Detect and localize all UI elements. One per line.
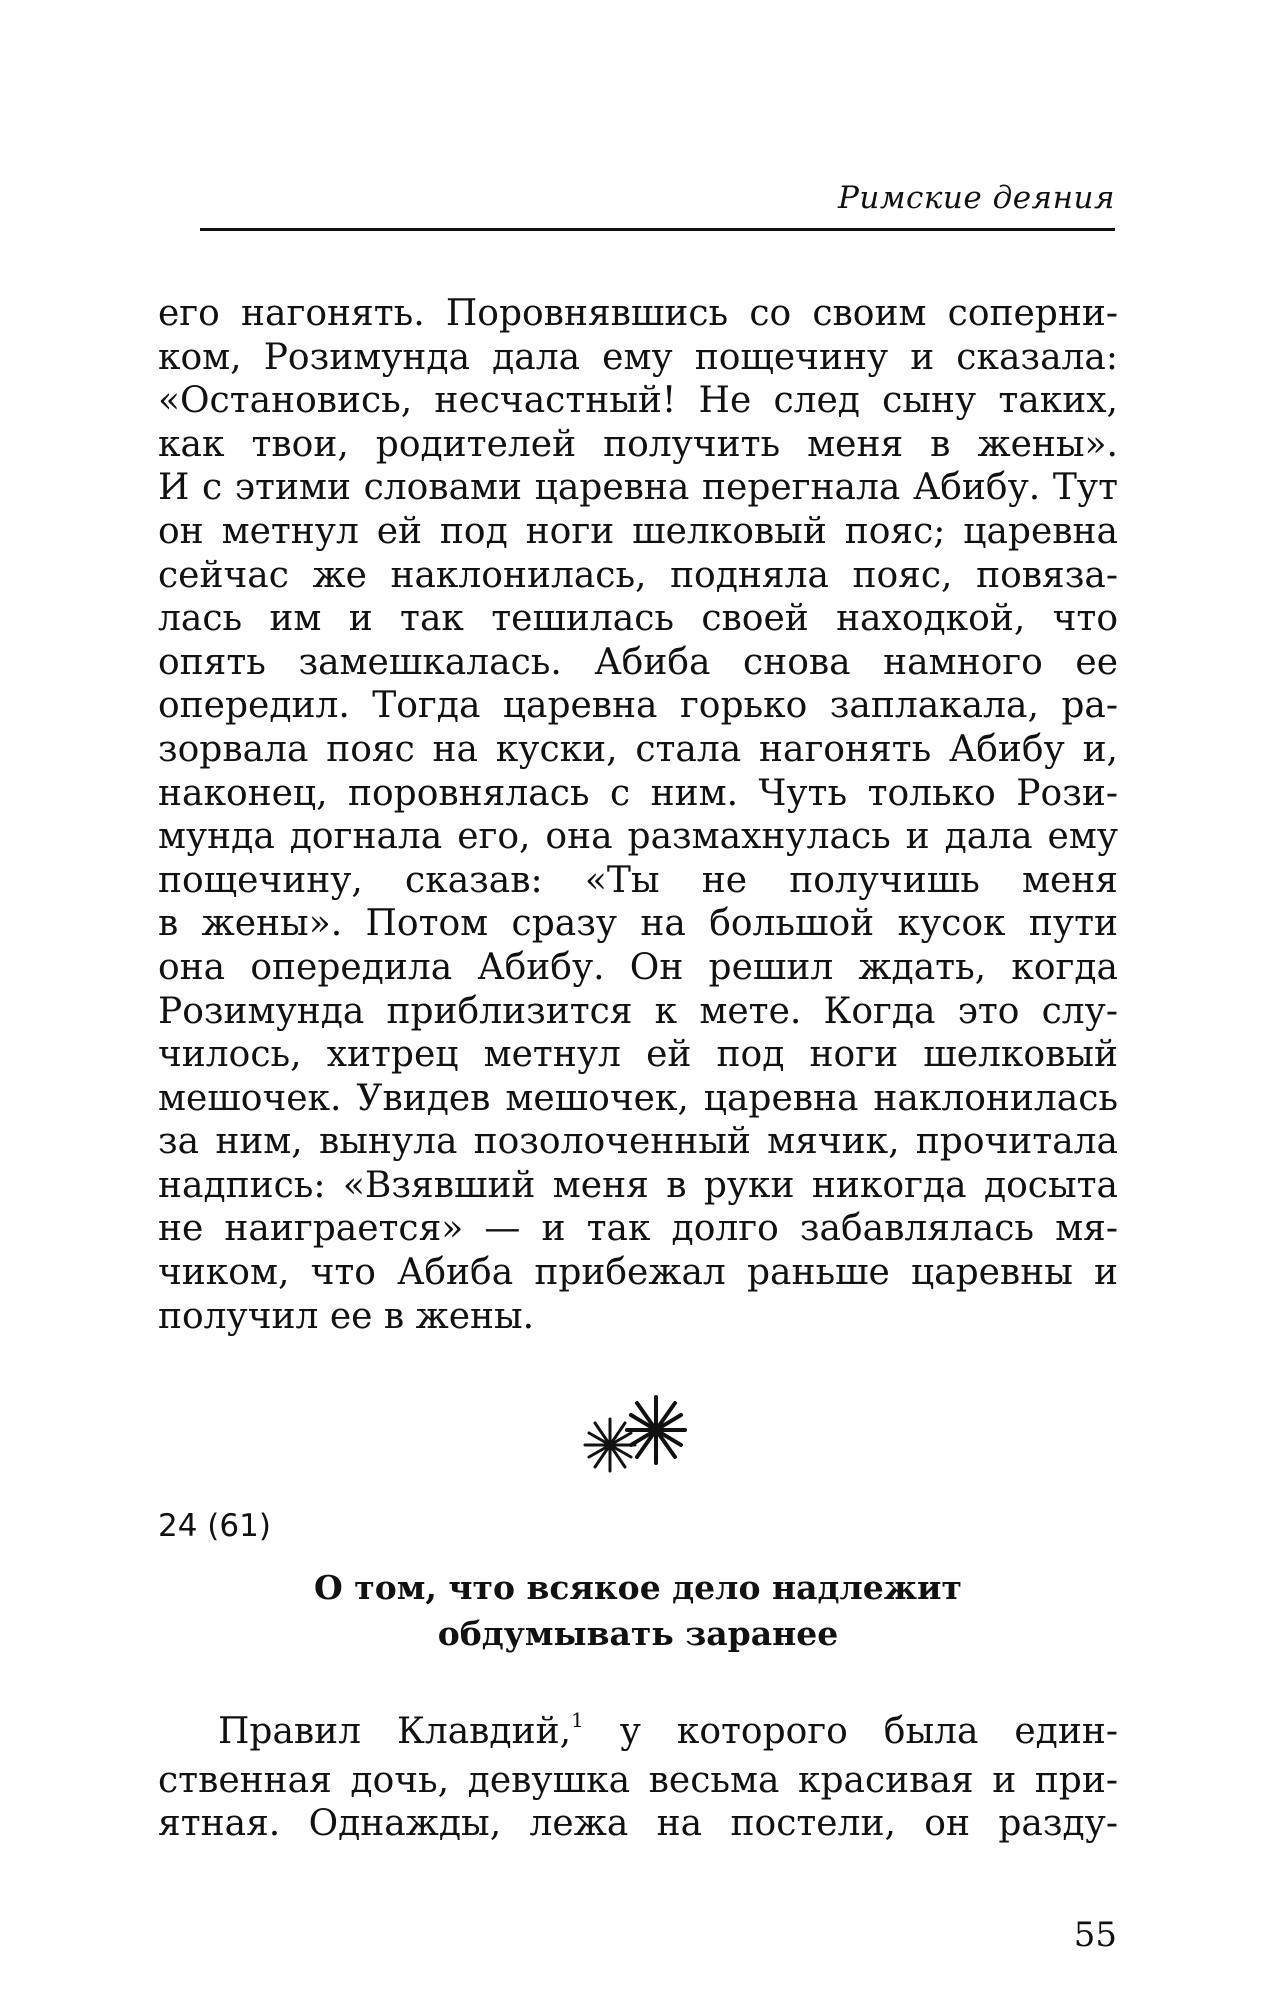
text-line: опять замешкалась. Абиба снова намного ее: [158, 641, 1118, 683]
text-line: лась им и так тешилась своей находкой, что: [158, 598, 1118, 640]
text-line: она опередила Абибу. Он решил ждать, когда: [158, 946, 1118, 988]
header-rule: [200, 228, 1115, 231]
text-line: Розимунда приблизится к мете. Когда это слу-: [158, 990, 1118, 1032]
text-line: за ним, вынула позолоченный мячик, прочитала: [158, 1121, 1118, 1163]
chapter-title-line: О том, что всякое дело надлежит: [314, 1568, 962, 1607]
star-ornament-icon: [567, 1395, 697, 1475]
text-line: «Остановись, несчастный! Не след сыну таких,: [158, 380, 1118, 422]
text-line: ственная дочь, девушка весьма красивая и при-: [158, 1759, 1118, 1801]
text-line: ком, Розимунда дала ему пощечину и сказала:: [158, 336, 1118, 378]
page-number: 55: [1073, 1915, 1117, 1955]
text-line: [158, 1710, 1118, 1759]
text-segment: у которого была един-: [583, 1711, 1118, 1752]
text-line: не наиграется» — и так долго забавлялась мя-: [158, 1208, 1118, 1250]
text-line: чилось, хитрец метнул ей под ноги шелковый: [158, 1034, 1118, 1076]
text-segment: Правил Клавдий,: [218, 1711, 572, 1752]
chapter-number: 24 (61): [158, 1508, 271, 1544]
text-line: надпись: «Взявший меня в руки никогда досыта: [158, 1164, 1118, 1206]
text-line: И с этими словами царевна перегнала Абибу. Тут: [158, 467, 1118, 509]
story-ending-paragraph: [158, 292, 1118, 1338]
text-line: пощечину, сказав: «Ты не получишь меня: [158, 859, 1118, 901]
text-line: сейчас же наклонилась, подняла пояс, повяза-: [158, 554, 1118, 596]
text-line: он метнул ей под ноги шелковый пояс; царевна: [158, 510, 1118, 552]
text-line: опередил. Тогда царевна горько заплакала, ра-: [158, 685, 1118, 727]
chapter-opening-paragraph: [158, 1710, 1118, 1846]
text-line: мунда догнала его, она размахнулась и дала ему: [158, 816, 1118, 858]
running-header: Римские деяния: [838, 180, 1115, 216]
text-line: мешочек. Увидев мешочек, царевна наклонилась: [158, 1077, 1118, 1119]
chapter-title: [158, 1565, 1118, 1657]
text-line: чиком, что Абиба прибежал раньше царевны и: [158, 1252, 1118, 1294]
text-line: как твои, родителей получить меня в жены».: [158, 423, 1118, 465]
text-line: наконец, поровнялась с ним. Чуть только Рози-: [158, 772, 1118, 814]
text-line: зорвала пояс на куски, стала нагонять Абибу и,: [158, 728, 1118, 770]
text-line: в жены». Потом сразу на большой кусок пути: [158, 903, 1118, 945]
text-line: ятная. Однажды, лежа на постели, он разду-: [158, 1803, 1118, 1845]
footnote-marker[interactable]: 1: [571, 1708, 584, 1732]
text-line: его нагонять. Поровнявшись со своим соперни-: [158, 293, 1118, 334]
chapter-title-line: обдумывать заранее: [437, 1614, 839, 1653]
text-line: получил ее в жены.: [158, 1295, 535, 1337]
